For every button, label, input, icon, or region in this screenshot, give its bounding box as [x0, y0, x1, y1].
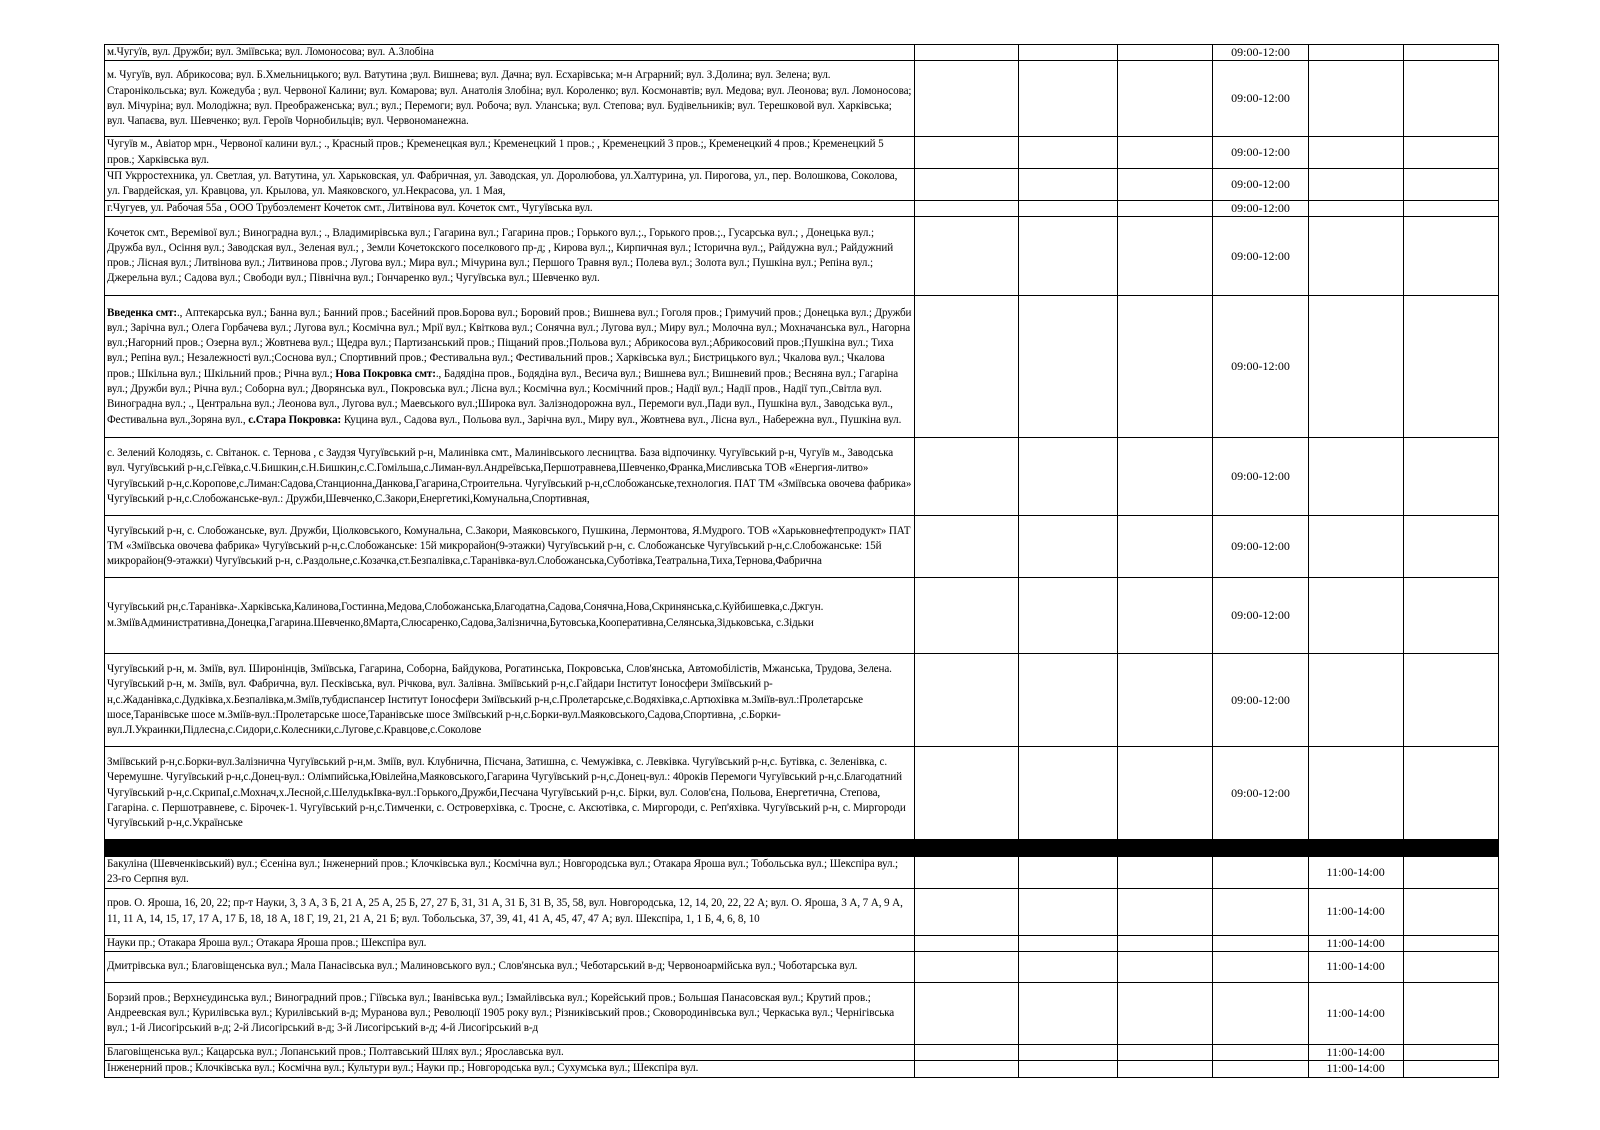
empty-cell — [914, 45, 1018, 61]
empty-cell — [1118, 654, 1213, 747]
time-cell — [1308, 654, 1403, 747]
address-cell: г.Чугуев, ул. Рабочая 55а , ООО Трубоэлемент Кочеток смт., Литвінова вул. Кочеток смт., Чугуївська вул. — [105, 200, 915, 216]
empty-cell — [1118, 888, 1213, 935]
empty-cell — [1118, 168, 1213, 200]
empty-cell — [1018, 952, 1117, 983]
empty-cell — [914, 888, 1018, 935]
table-row — [105, 1045, 1499, 1061]
empty-cell — [914, 857, 1018, 889]
empty-cell — [1018, 983, 1117, 1045]
empty-cell — [1018, 1045, 1117, 1061]
time-cell: 09:00-12:00 — [1213, 296, 1308, 438]
table-row — [105, 217, 1499, 296]
time-cell — [1308, 61, 1403, 137]
empty-cell — [914, 61, 1018, 137]
time-cell — [1213, 888, 1308, 935]
address-cell: Науки пр.; Отакара Яроша вул.; Отакара Яроша пров.; Шекспіра вул. — [105, 935, 915, 951]
time-cell: 09:00-12:00 — [1213, 217, 1308, 296]
empty-cell — [1403, 747, 1498, 840]
time-cell — [1308, 200, 1403, 216]
time-cell: 11:00-14:00 — [1308, 983, 1403, 1045]
time-cell — [1308, 45, 1403, 61]
address-cell: пров. О. Яроша, 16, 20, 22; пр-т Науки, 3, 3 А, 3 Б, 21 А, 25 А, 25 Б, 27, 27 Б, 31, 31 А, 31 Б, 31 В, 35, 58, вул. Новгородська, 12, 14, 20, 22, 22 А; вул. О. Яроша, 3 А, 7 А, 9 А, 11, 11 А, 14, 15, 17, 17 А, 17 Б, 18, 18 А, 18 Г, 19, 21, 21 А, 21 Б; вул. Тобольська, 37, 39, 41, 41 А, 45, 47, 47 А; вул. Шекспіра, 1, 1 Б, 4, 6, 8, 10 — [105, 888, 915, 935]
address-text: Куцина вул., Садова вул., Польова вул., Зарічна вул., Миру вул., Жовтнева вул., Лісна вул., Набережна вул., Пушкіна вул. — [341, 413, 902, 426]
time-cell — [1213, 983, 1308, 1045]
empty-cell — [1118, 137, 1213, 169]
empty-cell — [1018, 61, 1117, 137]
time-cell: 11:00-14:00 — [1308, 1045, 1403, 1061]
time-cell: 11:00-14:00 — [1308, 857, 1403, 889]
address-cell: Дмитрівська вул.; Благовіщенська вул.; Мала Панасівська вул.; Малиновського вул.; Слов'янська вул.; Чеботарський в-д; Червоноармійська вул.; Чоботарська вул. — [105, 952, 915, 983]
time-cell: 09:00-12:00 — [1213, 654, 1308, 747]
empty-cell — [1018, 438, 1117, 516]
address-cell: Бакуліна (Шевченківський) вул.; Єсеніна вул.; Інженерний пров.; Клочківська вул.; Космічна вул.; Новгородська вул.; Отакара Яроша вул.; Тобольська вул.; Шекспіра вул.; 23-го Серпня вул. — [105, 857, 915, 889]
empty-cell — [1118, 935, 1213, 951]
address-cell: Інженерний пров.; Клочківська вул.; Космічна вул.; Культури вул.; Науки пр.; Новгородська вул.; Сухумська вул.; Шекспіра вул. — [105, 1061, 915, 1077]
address-text: ., Бадядіна пров., Бодядіна вул., Весича вул.; Вишнева вул.; Вишневий пров.; Весняна вул.; Гагаріна вул.; Дружби вул.; Річна вул.; Соборна вул.; Дворянська вул., Покровська вул.; Лісна вул.; Космічна вул.; Космічний пров.; Надії вул.; Надії пров., Надії туп.,Світла вул. Виноградна вул.; ., Центральна вул.; Леонова вул., Лугова вул.; Маевського вул.;Широка вул. Залізнодорожна вул., Перемоги вул.,Пади вул., Пушкіна вул., Заводська вул., Фестивальна вул.,Зоряна вул., — [107, 367, 899, 426]
empty-cell — [914, 438, 1018, 516]
empty-cell — [1403, 578, 1498, 654]
empty-cell — [914, 1045, 1018, 1061]
empty-cell — [1403, 45, 1498, 61]
time-cell: 11:00-14:00 — [1308, 935, 1403, 951]
address-cell — [105, 296, 915, 438]
empty-cell — [1403, 1061, 1498, 1077]
empty-cell — [914, 217, 1018, 296]
empty-cell — [914, 983, 1018, 1045]
address-cell: Кочеток смт., Веремiвої вул.; Виноградна вул.; ., Владимирівська вул.; Гагарина вул.; Гагарина пров.; Горького вул.;., Горького пров.;., Гусарська вул.; , Донецька вул.; Дружба вул., Осіння вул.; Заводская вул., Зеленая вул.; , Земли Кочетокского поселкового пр-д; , Кирова вул.;, Кирпичная вул.; Історична вул.;, Райдужна вул.; Райдужний пров.; Лісная вул.; Литвінова вул.; Литвинова пров.; Лугова вул.; Мира вул.; Мічурина вул.; Першого Травня вул.; Полева вул.; Золота вул.; Пушкіна вул.; Репіна вул.; Джерельна вул.; Садова вул.; Свободи вул.; Північна вул.; Гончаренко вул.; Чугуївська вул.; Шевченко вул. — [105, 217, 915, 296]
table-row — [105, 952, 1499, 983]
empty-cell — [1118, 578, 1213, 654]
empty-cell — [1118, 983, 1213, 1045]
empty-cell — [914, 200, 1018, 216]
empty-cell — [914, 296, 1018, 438]
empty-cell — [914, 137, 1018, 169]
empty-cell — [1118, 438, 1213, 516]
empty-cell — [1403, 983, 1498, 1045]
time-cell: 11:00-14:00 — [1308, 952, 1403, 983]
empty-cell — [1018, 137, 1117, 169]
time-cell — [1213, 1045, 1308, 1061]
empty-cell — [1403, 654, 1498, 747]
table-row — [105, 200, 1499, 216]
empty-cell — [914, 654, 1018, 747]
time-cell — [1308, 516, 1403, 578]
empty-cell — [914, 952, 1018, 983]
table-row — [105, 888, 1499, 935]
settlement-name: Введенка смт: — [107, 306, 177, 319]
empty-cell — [1118, 200, 1213, 216]
table-row — [105, 45, 1499, 61]
section-separator — [105, 840, 1499, 857]
empty-cell — [1403, 296, 1498, 438]
empty-cell — [1018, 935, 1117, 951]
empty-cell — [1403, 137, 1498, 169]
time-cell: 09:00-12:00 — [1213, 438, 1308, 516]
empty-cell — [1018, 654, 1117, 747]
empty-cell — [1118, 952, 1213, 983]
empty-cell — [914, 578, 1018, 654]
empty-cell — [1118, 1045, 1213, 1061]
address-cell: Зміївський р-н,с.Борки-вул.Залізнична Чугуївський р-н,м. Зміїв, вул. Клубнична, Пісчана, Затишна, с. Чемужівка, с. Левківка. Чугуївський р-н,с. Бутівка, с. Зеленівка, с. Черемушне. Чугуївський р-н,с.Донец-вул.: Олімпийська,Ювілейна,Маяковського,Гагарина Чугуївський р-н,с.Донец-вул.: 40років Перемоги Чугуївський р-н,с.Благодатний Чугуївський р-н,с.СкрипаІ,с.Мохнач,х.Лесной,с.ШелудькІвка-вул.:Горького,Дружби,Песчана Чугуївський р-н,с. Бірки, вул. Солов'єна, Польова, Енергетична, Степова, Гагаріна. с. Першотравневе, с. Бірочек-1. Чугуївський р-н,с.Тимченки, с. Островерхівка, с. Тросне, с. Аксютівка, с. Миргороди, с. Реп'яхівка. Чугуївський р-н, с. Миргороди Чугуївський р-н,с.Українське — [105, 747, 915, 840]
empty-cell — [1403, 1045, 1498, 1061]
empty-cell — [914, 168, 1018, 200]
time-cell — [1213, 1061, 1308, 1077]
table-row — [105, 654, 1499, 747]
time-cell — [1213, 935, 1308, 951]
table-row — [105, 1061, 1499, 1077]
table-row — [105, 516, 1499, 578]
table-row — [105, 935, 1499, 951]
empty-cell — [1118, 516, 1213, 578]
empty-cell — [1118, 45, 1213, 61]
empty-cell — [1018, 1061, 1117, 1077]
address-cell: Чугуївський р-н, м. Зміїв, вул. Широнінців, Зміївська, Гагарина, Соборна, Байдукова, Рогатинська, Покровська, Слов'янська, Автомобілістів, Мжанська, Трудова, Зелена. Чугуївський р-н, м. Зміїв, вул. Фабрична, вул. Песківська, вул. Річкова, вул. Залівна. Зміївський р-н,с.Гайдари Інститут Іоносфери Зміївський р-н,с.Жаданівка,с.Дудківка,х.Безпалівка,м.Зміїв,тубдиспансер Інститут Іоносфери Зміївський р-н,с.Пролетарське,с.Водяхівка,с.Артюхівка м.Зміїв-вул.:Пролетарське шосе,Таранівське шосе м.Зміїв-вул.:Пролетарське шосе,Таранівське шосе Зміївський р-н,с.Борки-вул.Маяковського,Садова,Спортивна, ,с.Борки-вул.Л.Украинки,Підлесна,с.Сидори,с.Колесники,с.Лугове,с.Кравцове,с.Соколове — [105, 654, 915, 747]
empty-cell — [1118, 61, 1213, 137]
time-cell — [1308, 137, 1403, 169]
time-cell — [1308, 578, 1403, 654]
time-cell: 09:00-12:00 — [1213, 578, 1308, 654]
empty-cell — [1018, 857, 1117, 889]
empty-cell — [1403, 438, 1498, 516]
address-cell: Благовіщенська вул.; Кацарська вул.; Лопанський пров.; Полтавський Шлях вул.; Ярославська вул. — [105, 1045, 915, 1061]
time-cell — [1308, 747, 1403, 840]
empty-cell — [1018, 747, 1117, 840]
table-row — [105, 168, 1499, 200]
empty-cell — [1403, 888, 1498, 935]
empty-cell — [1403, 168, 1498, 200]
time-cell — [1308, 217, 1403, 296]
settlement-name: Нова Покровка смт: — [335, 367, 436, 380]
empty-cell — [1118, 857, 1213, 889]
time-cell: 09:00-12:00 — [1213, 747, 1308, 840]
empty-cell — [1118, 217, 1213, 296]
empty-cell — [914, 935, 1018, 951]
empty-cell — [1403, 61, 1498, 137]
settlement-name: с.Стара Покровка: — [248, 413, 342, 426]
table-row — [105, 578, 1499, 654]
address-cell: ЧП Укрростехника, ул. Светлая, ул. Ватутина, ул. Харьковская, ул. Фабричная, ул. Заводская, ул. Доролюбова, ул.Халтурина, ул. Пирогова, ул., пер. Волошкова, Соколова, ул. Гвардейская, ул. Кравцова, ул. Крылова, ул. Маяковского, ул.Некрасова, ул. 1 Мая, — [105, 168, 915, 200]
empty-cell — [1018, 45, 1117, 61]
time-cell: 09:00-12:00 — [1213, 516, 1308, 578]
address-cell: Чугуївський р-н, с. Слобожанське, вул. Дружби, Ціолковського, Комунальна, С.Закори, Маяковського, Пушкина, Лермонтова, Я.Мудрого. ТОВ «Харьковнефтепродукт» ПАТ ТМ «Зміївська овочева фабрика» Чугуївський р-н,с.Слобожанське: 15й микрорайон(9-этажки) Чугуївський р-н, с. Слобожанське Чугуївський р-н,с.Слобожанське: 15й микрорайон(9-этажки) Чугуївський р-н, с.Раздольне,с.Козачка,ст.Безпалівка,с.Таранівка-вул.Слобожанська,Суботівка,Театральна,Тиха,Тернова,Фабрична — [105, 516, 915, 578]
address-cell: м. Чугуїв, вул. Абрикосова; вул. Б.Хмельницького; вул. Ватутина ;вул. Вишнева; вул. Дачна; вул. Есхарівська; м-н Аграрний; вул. З.Долина; вул. Зелена; вул. Старонікольська; вул. Кожедуба ; вул. Червоної Калини; вул. Комарова; вул. Анатолія Злобіна; вул. Короленко; вул. Космонавтів; вул. Медова; вул. Леонова; вул. Ломоносова; вул. Мічуріна; вул. Молодіжна; вул. Преображенська; вул.; вул.; Перемоги; вул. Робоча; вул. Уланська; вул. Степова; вул. Будівельників; вул. Терешковой вул. Харківська; вул. Чапаєва, вул. Шевченко; вул. Героїв Чорнобильців; вул. Червономанежна. — [105, 61, 915, 137]
empty-cell — [914, 516, 1018, 578]
time-cell — [1308, 168, 1403, 200]
address-text: ., Аптекарська вул.; Банна вул.; Банний пров.; Басейний пров.Борова вул.; Боровий пров.; Вишнева вул.; Гоголя пров.; Гримучий пров.; Донецька вул.; Дружби вул.; Зарічна вул.; Олега Горбачева вул.; Лугова вул.; Космічна вул.; Мрії вул.; Квіткова вул.; Сонячна вул.; Лугова вул.; Миру вул.; Молочна вул.; Мохначанська вул., Нагорна вул.;Нагорний пров.; Озерна вул.; Жовтнева вул.; Щедра вул.; Партизанський пров.; Піщаний пров.;Польова вул.; Абрикосова вул.;Абрикосовий пров.;Пушкіна вул.; Тиха вул.; Репіна вул.; Незалежності вул.;Соснова вул.; Спортивний пров.; Фестивальна вул.; Фестивальний пров.; Харківська вул.; Бистрицького вул.; Чкалова вул.; Чкалова пров.; Шкільна вул.; Шкільний пров.; Річна вул.; — [107, 306, 912, 380]
time-cell: 09:00-12:00 — [1213, 200, 1308, 216]
empty-cell — [1018, 516, 1117, 578]
empty-cell — [1403, 200, 1498, 216]
table-row — [105, 857, 1499, 889]
empty-cell — [1018, 217, 1117, 296]
address-cell: м.Чугуїв, вул. Дружби; вул. Зміївська; вул. Ломоносова; вул. А.Злобіна — [105, 45, 915, 61]
table-row — [105, 61, 1499, 137]
time-cell: 11:00-14:00 — [1308, 1061, 1403, 1077]
time-cell: 09:00-12:00 — [1213, 45, 1308, 61]
table-row — [105, 137, 1499, 169]
time-cell: 09:00-12:00 — [1213, 137, 1308, 169]
empty-cell — [1118, 1061, 1213, 1077]
time-cell: 11:00-14:00 — [1308, 888, 1403, 935]
time-cell — [1308, 438, 1403, 516]
empty-cell — [1403, 857, 1498, 889]
time-cell — [1213, 857, 1308, 889]
empty-cell — [1018, 168, 1117, 200]
address-cell: Чугуївський рн,с.Таранівка-.Харківська,Калинова,Гостинна,Медова,Слобожанська,Благодатна,Садова,Сонячна,Нова,Скринянська,с.Куйбишевка,с.Джгун. м.ЗміївАдминистративна,Донецка,Гагарина.Шевченко,8Марта,Слюсаренко,Садова,Залізнична,Бутовська,Кооперативна,Селянська,Зідьковська, с.Зідьки — [105, 578, 915, 654]
empty-cell — [1403, 952, 1498, 983]
empty-cell — [1018, 200, 1117, 216]
table-row — [105, 296, 1499, 438]
table-row — [105, 747, 1499, 840]
empty-cell — [1018, 888, 1117, 935]
table-row — [105, 983, 1499, 1045]
empty-cell — [1403, 516, 1498, 578]
separator-bar — [105, 840, 1499, 857]
empty-cell — [1018, 296, 1117, 438]
table-row — [105, 438, 1499, 516]
address-cell: с. Зелений Колодязь, с. Світанок. с. Тернова , с Заудзя Чугуївський р-н, Малинівка смт., Малинівського лесництва. База відпочинку. Чугуївський р-н, Чугуїв м., Заводська вул. Чугуївський р-н,с.Геївка,с.Ч.Бишкин,с.Н.Бишкин,с.С.Гомільша,с.Лиман-вул.Андреївська,Першотравнева,Шевченко,Франка,Мисливська ТОВ «Енергия-литво» Чугуївський р-н,с.Коропове,с.Лиман:Садова,Станционна,Данкова,Гагарина,Строительна. Чугуївський р-н,сСлобожанське,технология. ПАТ ТМ «Зміївська овочева фабрика» Чугуївський р-н,с.Слобожанське-вул.: Дружби,Шевченко,С.Закори,Енергетикі,Комунальна,Спортивная, — [105, 438, 915, 516]
empty-cell — [1118, 747, 1213, 840]
time-cell — [1213, 952, 1308, 983]
empty-cell — [1118, 296, 1213, 438]
empty-cell — [1018, 578, 1117, 654]
time-cell — [1308, 296, 1403, 438]
address-cell: Борзий пров.; Верхнєудинська вул.; Виноградний пров.; Гіївська вул.; Іванівська вул.; Ізмайлівська вул.; Корейський пров.; Большая Панасовская вул.; Крутий пров.; Андреевская вул.; Курилівська вул.; Курилівський в-д; Муранова вул.; Революції 1905 року вул.; Різниківський пров.; Сковородинівська вул.; Черкаська вул.; Чернігівська вул.; 1-й Лисогірський в-д; 2-й Лисогірський в-д; 3-й Лисогірський в-д; 4-й Лисогірський в-д — [105, 983, 915, 1045]
time-cell: 09:00-12:00 — [1213, 168, 1308, 200]
outage-schedule-table — [104, 44, 1499, 1078]
empty-cell — [1403, 217, 1498, 296]
address-cell: Чугуїв м., Авіатор мрн., Червоної калини вул.; ., Красный пров.; Кременецкая вул.; Кременецкий 1 пров.; , Кременецкий 3 пров.;, Кременецкий 4 пров.; Кременецкий 5 пров.; Харківська вул. — [105, 137, 915, 169]
time-cell: 09:00-12:00 — [1213, 61, 1308, 137]
empty-cell — [1403, 935, 1498, 951]
empty-cell — [914, 747, 1018, 840]
empty-cell — [914, 1061, 1018, 1077]
